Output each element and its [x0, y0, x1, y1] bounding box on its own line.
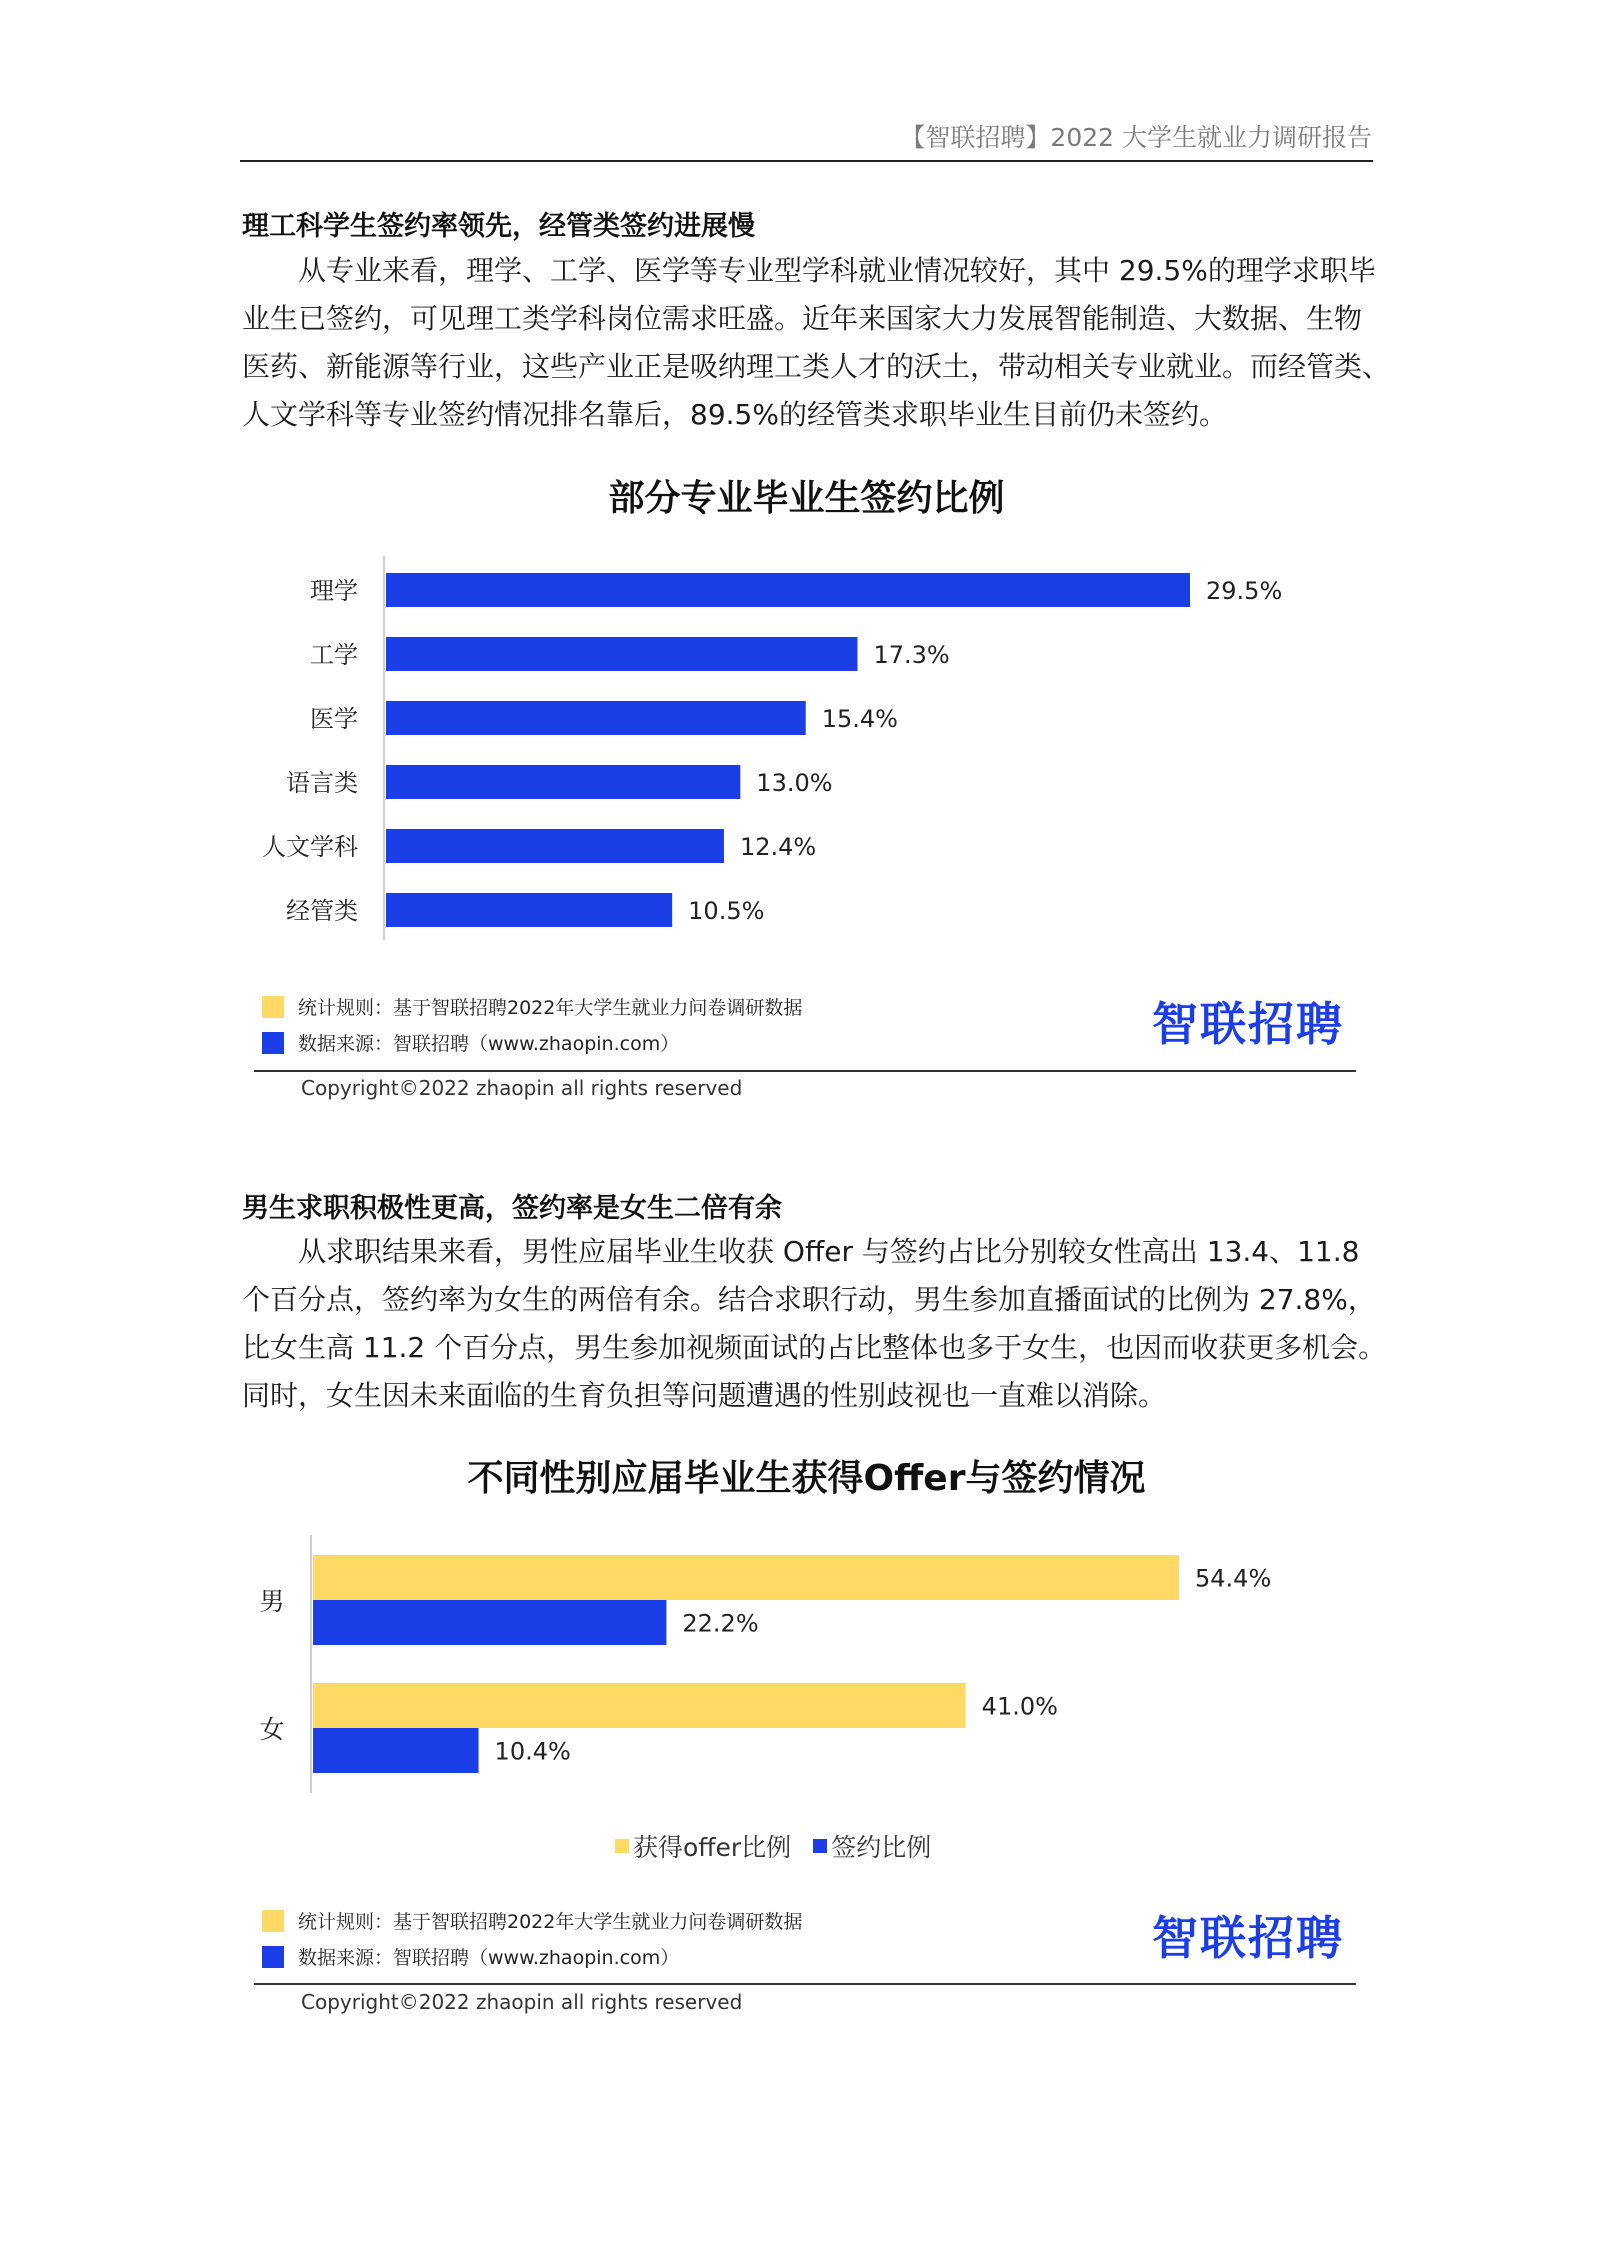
chart1-category-label: 理学 — [310, 577, 358, 605]
footnote-source-text: 数据来源：智联招聘（www.zhaopin.com） — [298, 1947, 680, 1969]
chart2-legend — [615, 1828, 931, 1864]
footnote-rule-text: 统计规则：基于智联招聘2022年大学生就业力问卷调研数据 — [298, 997, 803, 1019]
section-heading-gender: 男生求职积极性更高，签约率是女生二倍有余 — [242, 1193, 782, 1224]
chart1-title: 部分专业毕业生签约比例 — [608, 478, 1005, 519]
chart1-bar — [386, 829, 724, 863]
legend-label-signed: 签约比例 — [831, 1833, 932, 1862]
paragraph-line: 个百分点，签约率为女生的两倍有余。结合求职行动，男生参加直播面试的比例为 27.8%， — [242, 1283, 1376, 1316]
footnote-swatch-yellow — [262, 996, 284, 1018]
chart2-value-label: 41.0% — [981, 1692, 1058, 1721]
chart1-value-label: 17.3% — [873, 641, 950, 669]
chart2-value-label: 10.4% — [494, 1737, 571, 1766]
header-rule — [240, 160, 1373, 162]
chart2-title: 不同性别应届毕业生获得Offer与签约情况 — [467, 1458, 1146, 1499]
footnote-rule — [262, 993, 802, 1020]
paragraph-majors — [242, 247, 1391, 439]
chart2-category-label: 男 — [259, 1587, 285, 1616]
chart1-value-label: 10.5% — [688, 897, 765, 925]
footnote-rule — [262, 1907, 802, 1934]
footnote-source — [262, 1943, 802, 1970]
chart2-plot — [0, 1525, 1600, 1805]
zhaopin-logo: 智联招聘 — [1152, 1911, 1344, 1965]
chart1-plot — [0, 540, 1600, 950]
paragraph-gender — [242, 1228, 1387, 1420]
chart1-category-label: 工学 — [310, 641, 358, 669]
running-header: 【智联招聘】2022 大学生就业力调研报告 — [900, 123, 1372, 152]
footnote-swatch-blue — [262, 1032, 284, 1054]
footnote-source — [262, 1029, 802, 1056]
chart1-category-label: 经管类 — [286, 897, 358, 925]
zhaopin-logo: 智联招聘 — [1152, 997, 1344, 1051]
paragraph-line: 同时，女生因未来面临的生育负担等问题遭遇的性别歧视也一直难以消除。 — [242, 1379, 1167, 1412]
chart2-bar — [313, 1600, 666, 1645]
chart2-category-label: 女 — [259, 1715, 285, 1744]
chart2-bar — [313, 1728, 479, 1773]
footnote-source-text: 数据来源：智联招聘（www.zhaopin.com） — [298, 1033, 680, 1055]
chart2-copyright: Copyright©2022 zhaopin all rights reserved — [301, 1990, 743, 2014]
chart1-bar — [386, 637, 857, 671]
footnote-swatch-blue — [262, 1946, 284, 1968]
chart1-value-label: 15.4% — [821, 705, 898, 733]
chart1-bar — [386, 573, 1190, 607]
chart1-footer-rule — [254, 1070, 1356, 1072]
paragraph-line: 人文学科等专业签约情况排名靠后，89.5%的经管类求职毕业生目前仍未签约。 — [242, 398, 1227, 431]
paragraph-line: 比女生高 11.2 个百分点，男生参加视频面试的占比整体也多于女生，也因而收获更多机会。 — [242, 1331, 1387, 1364]
chart1-value-label: 12.4% — [739, 833, 817, 861]
chart1-bar — [386, 765, 740, 799]
chart1-bar — [386, 893, 672, 927]
legend-swatch-offer — [615, 1839, 629, 1853]
chart1-value-label: 13.0% — [756, 769, 833, 797]
chart1-footnotes — [262, 993, 802, 1056]
chart2-value-label: 54.4% — [1195, 1564, 1272, 1593]
paragraph-line: 从求职结果来看，男性应届毕业生收获 Offer 与签约占比分别较女性高出 13.4、11.8 — [298, 1235, 1360, 1268]
chart1-value-label: 29.5% — [1206, 577, 1283, 605]
chart2-value-label: 22.2% — [682, 1609, 759, 1638]
legend-swatch-signed — [813, 1839, 827, 1853]
paragraph-line: 从专业来看，理学、工学、医学等专业型学科就业情况较好，其中 29.5%的理学求职毕 — [298, 254, 1376, 287]
legend-label-offer: 获得offer比例 — [633, 1833, 792, 1862]
footnote-swatch-yellow — [262, 1910, 284, 1932]
chart1-category-label: 医学 — [310, 705, 358, 733]
paragraph-line: 业生已签约，可见理工类学科岗位需求旺盛。近年来国家大力发展智能制造、大数据、生物 — [242, 302, 1363, 335]
footnote-rule-text: 统计规则：基于智联招聘2022年大学生就业力问卷调研数据 — [298, 1911, 803, 1933]
chart2-bar — [313, 1683, 966, 1728]
chart1-category-label: 语言类 — [286, 769, 358, 797]
chart2-footnotes — [262, 1907, 802, 1970]
chart1-category-label: 人文学科 — [262, 833, 358, 861]
chart2-bar — [313, 1555, 1179, 1600]
section-heading-majors: 理工科学生签约率领先，经管类签约进展慢 — [242, 211, 755, 242]
paragraph-line: 医药、新能源等行业，这些产业正是吸纳理工类人才的沃土，带动相关专业就业。而经管类、 — [242, 350, 1391, 383]
chart1-bar — [386, 701, 806, 735]
chart1-copyright: Copyright©2022 zhaopin all rights reserved — [301, 1076, 743, 1100]
chart2-footer-rule — [254, 1983, 1356, 1985]
